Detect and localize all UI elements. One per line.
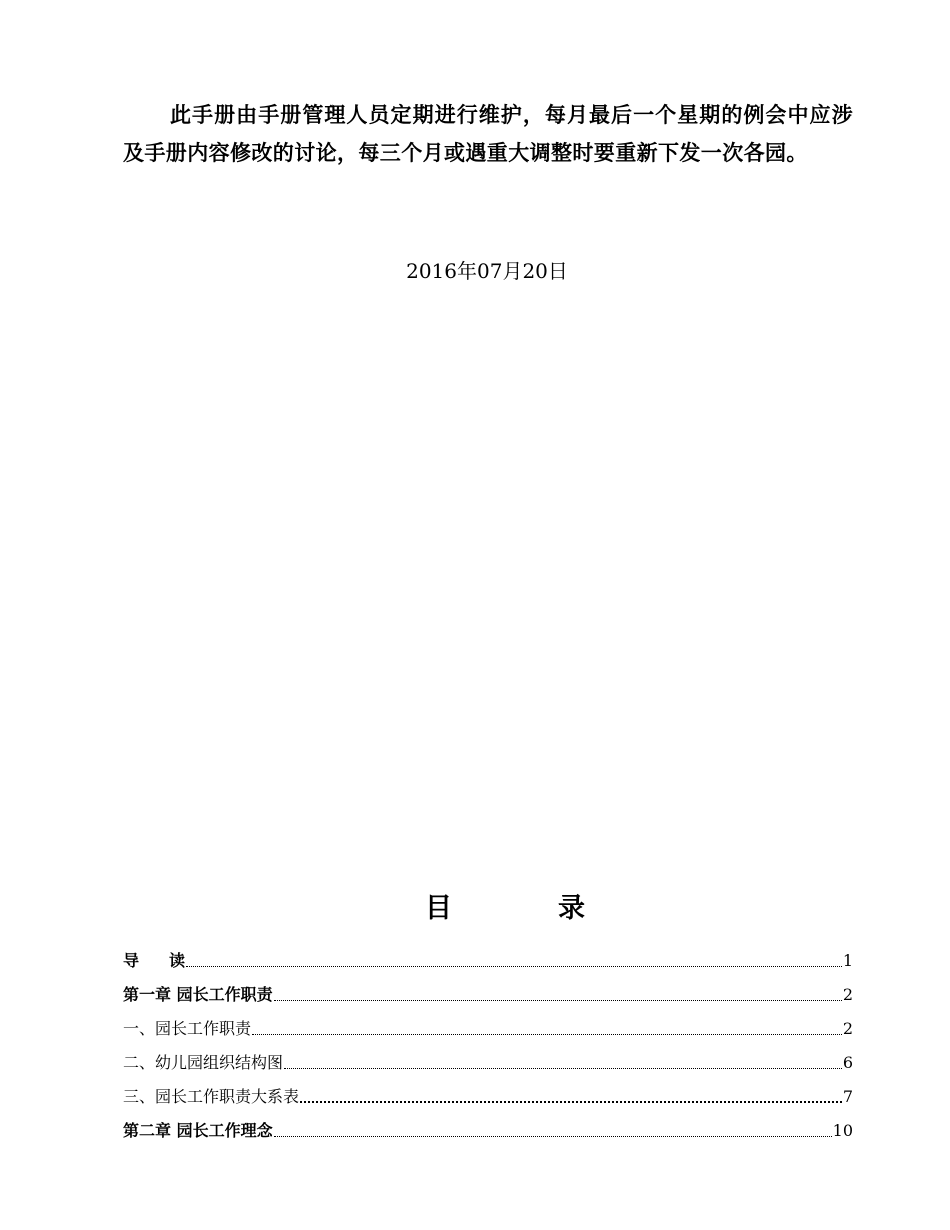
table-of-contents: [123, 938, 853, 1142]
toc-entry-label: 三、园长工作职责大系表: [123, 1087, 300, 1106]
toc-entry-section-2[interactable]: [123, 1040, 853, 1074]
toc-entry-label: 第一章 园长工作职责: [123, 985, 273, 1004]
toc-leader-dots: [252, 1034, 842, 1035]
toc-entry-label: 第二章 园长工作理念: [123, 1121, 273, 1140]
toc-title-right: 录: [558, 893, 585, 924]
toc-title: [0, 889, 950, 929]
toc-entry-section-3[interactable]: [123, 1074, 853, 1108]
document-date: 2016年07月20日: [406, 259, 568, 283]
toc-entry-label: 导 读: [123, 951, 186, 970]
toc-entry-chapter-2[interactable]: [123, 1108, 853, 1142]
toc-leader-dots: [186, 966, 842, 967]
toc-page-number: 2: [842, 985, 853, 1004]
toc-entry-label: 二、幼儿园组织结构图: [123, 1053, 284, 1072]
toc-page-number: 10: [832, 1121, 853, 1140]
toc-entry-chapter-1[interactable]: [123, 972, 853, 1006]
toc-page-number: 1: [842, 951, 853, 970]
toc-leader-dots: [274, 1000, 842, 1001]
toc-page-number: 2: [842, 1019, 853, 1038]
toc-leader-dots: [300, 1101, 842, 1103]
intro-paragraph: 此手册由手册管理人员定期进行维护，每月最后一个星期的例会中应涉及手册内容修改的讨论，每三个月或遇重大调整时要重新下发一次各园。: [123, 103, 853, 165]
toc-leader-dots: [274, 1136, 832, 1137]
toc-entry-section-1[interactable]: [123, 1006, 853, 1040]
toc-entry-intro[interactable]: [123, 938, 853, 972]
toc-entry-label: 一、园长工作职责: [123, 1019, 252, 1038]
toc-leader-dots: [284, 1068, 842, 1069]
toc-page-number: 7: [842, 1087, 853, 1106]
toc-page-number: 6: [842, 1053, 853, 1072]
toc-title-left: 目: [425, 893, 452, 924]
